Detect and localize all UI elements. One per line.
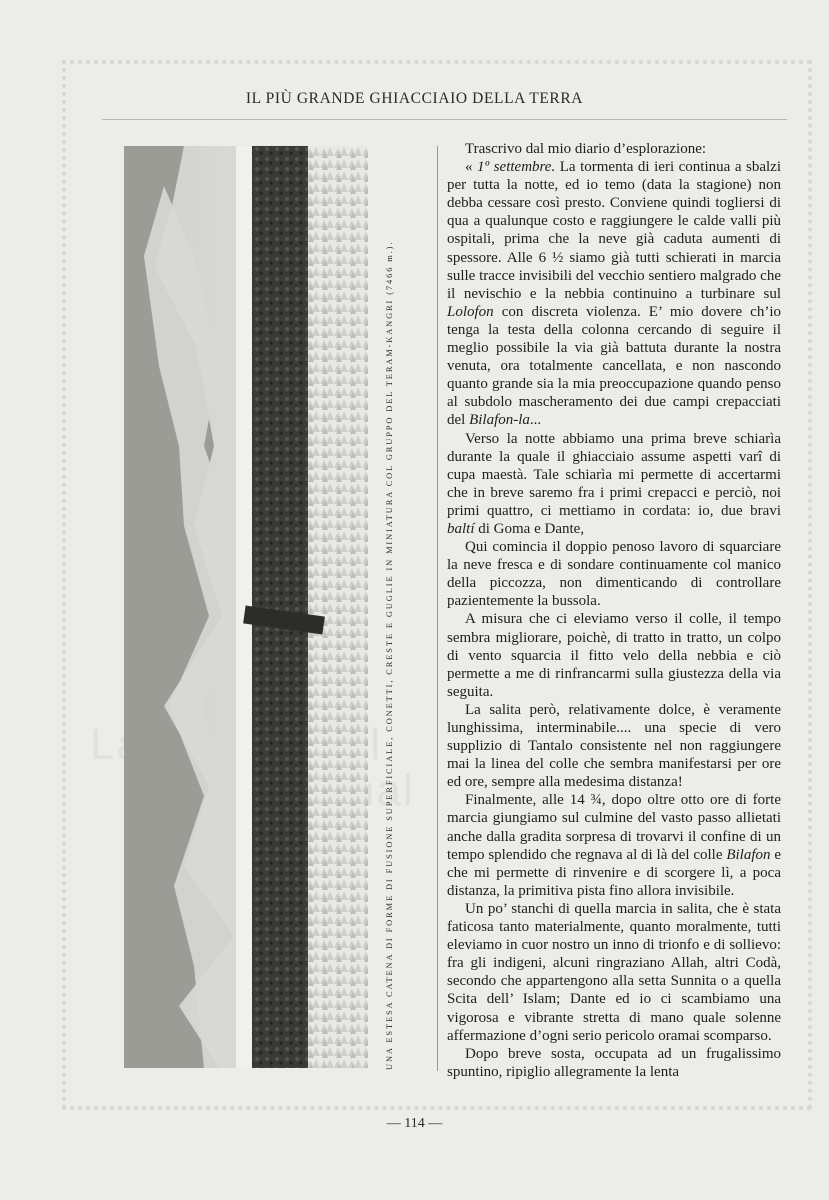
running-title: IL PIÙ GRANDE GHIACCIAIO DELLA TERRA <box>245 90 584 107</box>
page-number: — 114 — <box>386 1116 443 1131</box>
header-rule <box>102 119 787 120</box>
paragraph: « 1º settembre. La tormenta di ieri continua a sbalzi per tutta la notte, ed io temo (data la stagione) non debba cessare così presto. Conviene quindi togliersi di qua a qualunque costo e raggiungere le calde valli più ospitali, prima che la neve già caduta aumenti di spessore. Alle 6 ½ siamo già tutti schierati in marcia sulle tracce invisibili del vecchio sentiero malgrado che il nevischio e la nebbia continuino a turbinare sul Lolofon con discreta violenza. E’ mio dovere ch’io tenga la testa della colonna cercando di seguire il meglio possibile la via già battuta durante la nostra venuta, ora totalmente cancellata, e non nascondo quanto grande sia la mia preoccupazione quando penso al subdolo mascheramento dei due campi crepacciati del Bilafon-la... <box>447 159 781 429</box>
watermark-line-1: La <box>90 720 143 769</box>
body-text <box>447 140 781 1081</box>
paragraph: Trascrivo dal mio diario d’esplorazione: <box>465 141 707 157</box>
paragraph: Un po’ stanchi di quella marcia in salita, che è stata faticosa tanto materialmente, quanto moralmente, tutti eleviamo in cuor nostro un inno di trionfo e di sollievo: fra gli indigeni, alcuni ringraziano Allah, altri Codà, secondo che appartengono alla setta Sunnita o a quella Scita dell’ Islam; Dante ed io ci scambiamo una vigorosa e vibrante stretta di mano quale solenne affermazione d’ogni serio pericolo oramai scomparso. <box>447 900 781 1044</box>
paragraph: Dopo breve sosta, occupata ad un frugalissimo spuntino, ripiglio allegramente la lenta <box>447 1045 781 1080</box>
figure-caption: UNA ESTESA CATENA DI FORME DI FUSIONE SUPERFICIALE, CONETTI, CRESTE E GUGLIE IN MINIATURA COL GRUPPO DEL TERAM-KANGRI (7466 m.). <box>385 240 394 1070</box>
paragraph: Qui comincia il doppio penoso lavoro di squarciare la neve fresca e di sondare continuamente col manico della piccozza, non dimenticando di controllare pazientemente la bussola. <box>447 539 781 610</box>
paragraph: Finalmente, alle 14 ¾, dopo oltre otto ore di forte marcia giungiamo sul culmine del vasto passo allietati anche dalla gradita sorpresa di trovarvi il confine di un tempo splendido che regnava al di là del colle Bilafon e che mi permette di rinvenire e di scorgere lì, a poca distanza, la primitiva pista fino allora invisibile. <box>447 792 781 899</box>
column-rule <box>437 146 438 1071</box>
paragraph: La salita però, relativamente dolce, è veramente lunghissima, interminabile.... una specie di vero supplizio di Tantalo consistente nel non raggiungere mai la linea del colle che sembra manifestarsi per ore ed ore, sempre alla medesima distanza! <box>447 701 781 791</box>
paragraph: Verso la notte abbiamo una prima breve schiarìa durante la quale il ghiacciaio assume aspetti varî di cupa maestà. Tale schiarìa mi permette di accertarmi che in breve saremo fra i primi crepacci e perciò, noi primi quattro, ci mettiamo in cordata: io, due bravi baltí di Goma e Dante, <box>447 430 781 537</box>
glacier-panorama-image <box>124 146 368 1068</box>
paragraph: A misura che ci eleviamo verso il colle, il tempo sembra migliorare, poichè, di tratto in tratto, un colpo di vento squarcia il fitto velo della nebbia e ciò permette a me di rinfrancarmi sulla giustezza della via seguita. <box>447 611 781 700</box>
panorama-photo <box>124 146 368 1068</box>
